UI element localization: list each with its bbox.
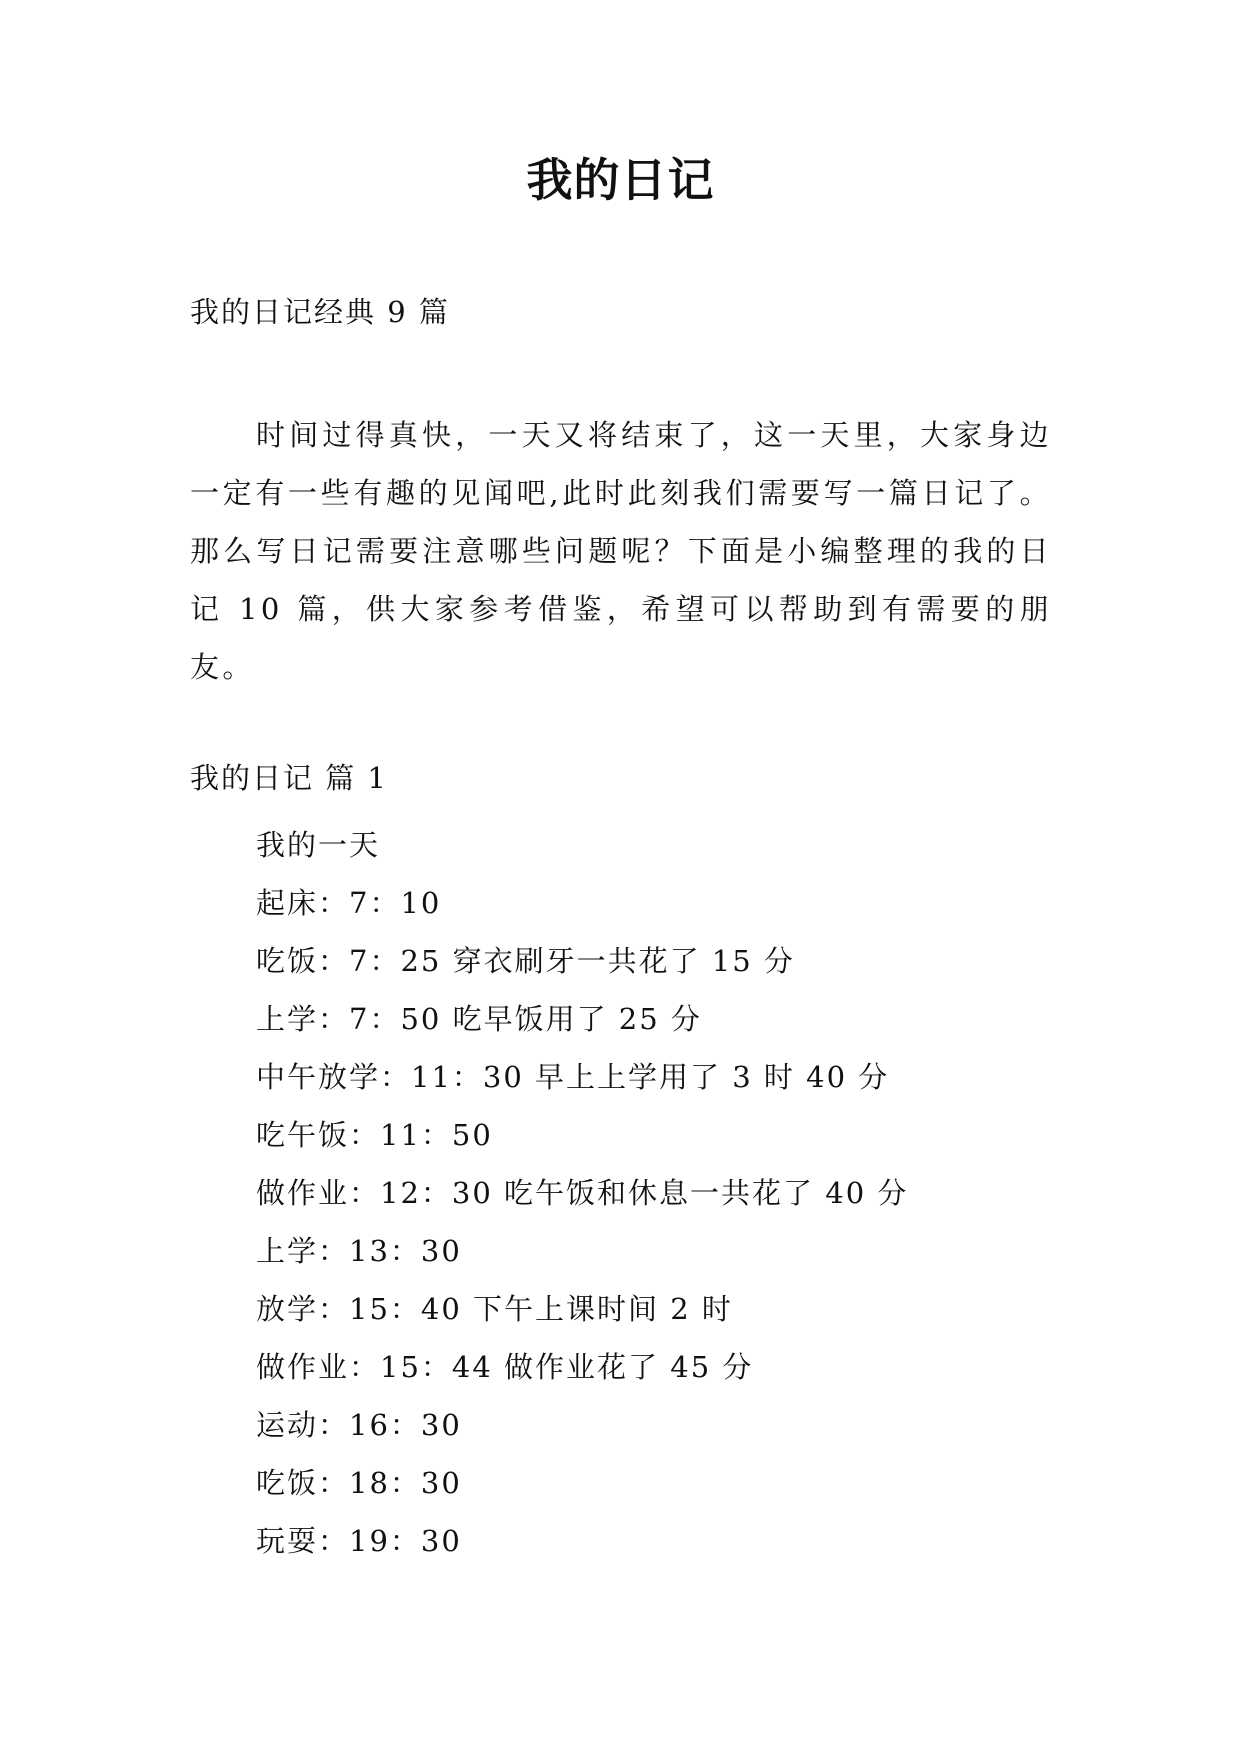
- diary-entry-line: 做作业：15：44 做作业花了 45 分: [256, 1350, 754, 1384]
- diary-entry-line: 放学：15：40 下午上课时间 2 时: [256, 1292, 733, 1326]
- section-heading: 我的日记 篇 1: [190, 761, 388, 795]
- diary-entry-line: 上学：7：50 吃早饭用了 25 分: [256, 1002, 702, 1036]
- diary-entry-line: 吃饭：18：30: [256, 1466, 462, 1500]
- diary-entry-line: 起床：7：10: [256, 886, 442, 920]
- document-subtitle: 我的日记经典 9 篇: [190, 295, 450, 329]
- diary-entry-line: 运动：16：30: [256, 1408, 462, 1442]
- diary-entry-line: 吃午饭：11：50: [256, 1118, 493, 1152]
- diary-entry-line: 做作业：12：30 吃午饭和休息一共花了 40 分: [256, 1176, 909, 1210]
- diary-entry-line: 中午放学：11：30 早上上学用了 3 时 40 分: [256, 1060, 890, 1094]
- intro-paragraph: 时间过得真快，一天又将结束了，这一天里，大家身边一定有一些有趣的见闻吧,此时此刻我们需要写一篇日记了。那么写日记需要注意哪些问题呢？下面是小编整理的我的日记 10 篇，供大家参考借鉴，希望可以帮助到有需要的朋友。: [190, 418, 1052, 684]
- diary-entry-line: 玩耍：19：30: [256, 1524, 462, 1558]
- diary-entry-list: [256, 816, 908, 1570]
- page-title: 我的日记: [526, 153, 715, 207]
- diary-entry-line: 吃饭：7：25 穿衣刷牙一共花了 15 分: [256, 944, 795, 978]
- diary-entry-title: 我的一天: [256, 828, 381, 862]
- diary-entry-line: 上学：13：30: [256, 1234, 462, 1268]
